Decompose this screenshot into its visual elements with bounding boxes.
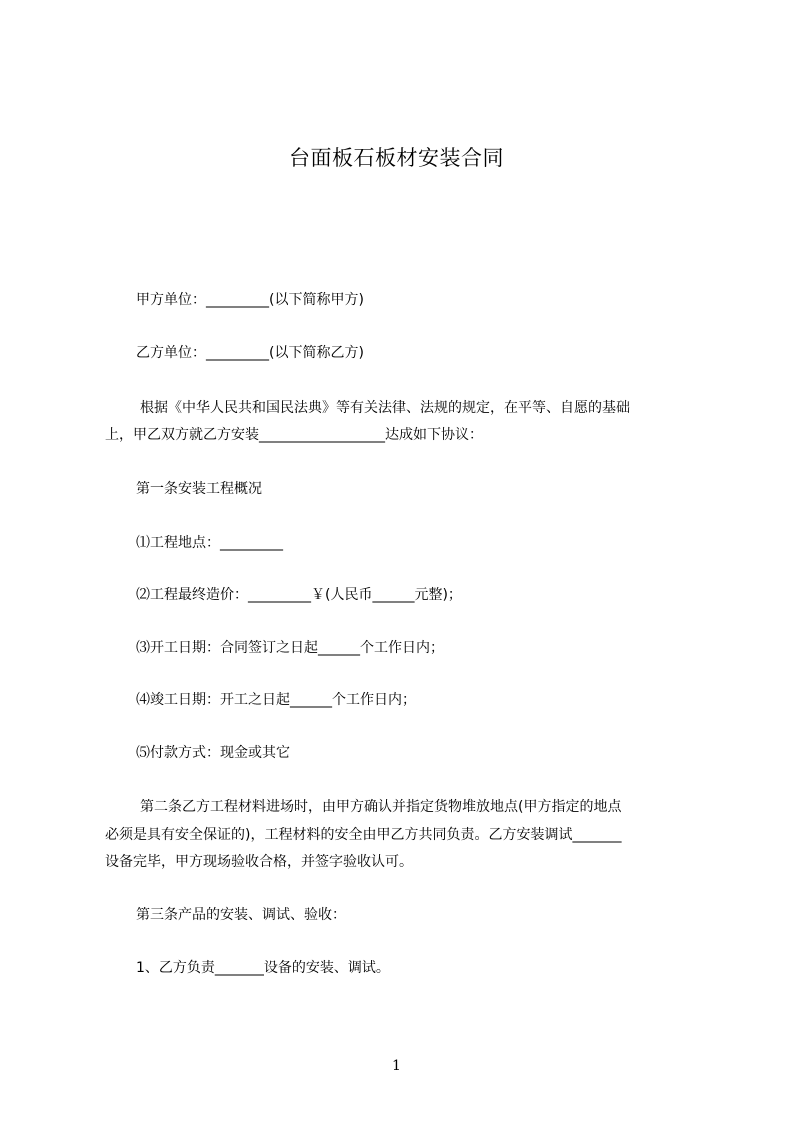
article-3-item-1: 1、乙方负责_______设备的安装、调试。 bbox=[136, 960, 390, 976]
article-1-item-price: ⑵工程最终造价：_________￥(人民币______元整)； bbox=[136, 587, 462, 603]
article-2-line-2: 必须是具有安全保证的)，工程材料的安全由甲乙方共同负责。乙方安装调试_______ bbox=[105, 827, 622, 843]
article-1-item-start-date: ⑶开工日期：合同签订之日起______个工作日内； bbox=[136, 640, 444, 656]
preamble-line-2: 上，甲乙双方就乙方安装__________________达成如下协议： bbox=[105, 427, 483, 443]
party-a-line: 甲方单位：_________(以下简称甲方) bbox=[136, 292, 364, 308]
page-number: 1 bbox=[392, 1058, 401, 1074]
preamble-line-1: 根据《中华人民共和国民法典》等有关法律、法规的规定，在平等、自愿的基础 bbox=[140, 400, 630, 416]
article-1-item-location: ⑴工程地点：_________ bbox=[136, 535, 283, 551]
article-3-heading: 第三条产品的安装、调试、验收： bbox=[136, 907, 346, 923]
document-title: 台面板石板材安装合同 bbox=[289, 146, 504, 170]
article-1-item-completion-date: ⑷竣工日期：开工之日起______个工作日内； bbox=[136, 692, 416, 708]
article-1-item-payment: ⑸付款方式：现金或其它 bbox=[136, 745, 290, 761]
article-2-line-3: 设备完毕，甲方现场验收合格，并签字验收认可。 bbox=[105, 854, 413, 870]
article-2-line-1: 第二条乙方工程材料进场时，由甲方确认并指定货物堆放地点(甲方指定的地点 bbox=[140, 799, 622, 815]
article-1-heading: 第一条安装工程概况 bbox=[136, 481, 262, 497]
party-b-line: 乙方单位：_________(以下简称乙方) bbox=[136, 345, 364, 361]
